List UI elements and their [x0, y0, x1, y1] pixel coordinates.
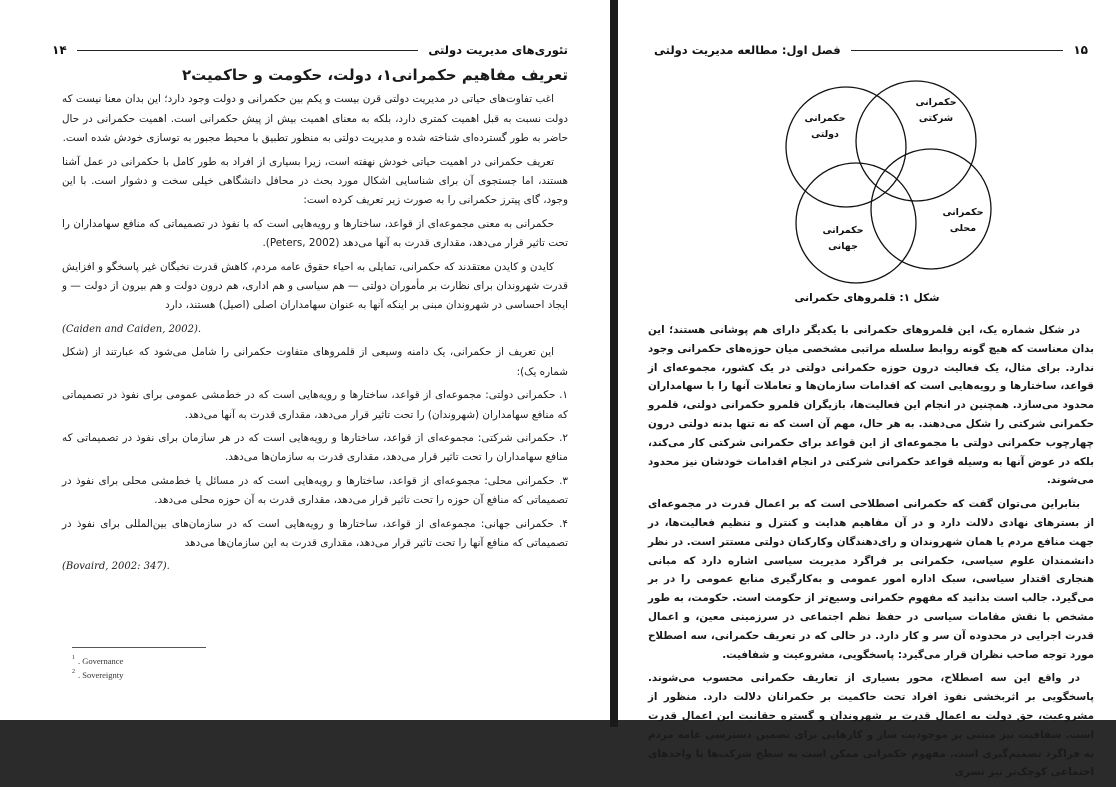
footnote-number: 2 [72, 669, 75, 675]
left-body [62, 66, 568, 581]
venn-circle-public [786, 87, 906, 207]
footnote-number: 1 [72, 655, 75, 661]
list-item: ۱. حکمرانی دولتی: مجموعه‌ای از قواعد، ساختارها و رویه‌هایی است که در خط‌مشی عمومی برای نفوذ در تصمیماتی که منافع سهامداران (شهروندان) را تحت تاثیر قرار می‌دهد، مقداری قدرت به آنها می‌دهد. [62, 389, 568, 421]
paragraph: تعریف حکمرانی در اهمیت حیاتی خودش نهفته است، زیرا بسیاری از افراد به طور کامل با حکمرانی در عمل آشنا هستند، اما جستجوی آن برای شناسایی اشکال مورد بحث در محافل دانشگاهی خیلی سخت و دشوار است. با این وجود، گای پیترز حکمرانی را به صورت زیر تعریف کرده است: [62, 155, 568, 207]
citation: (Bovaird, 2002: 347). [62, 561, 170, 573]
left-page-number: ۱۴ [52, 43, 67, 57]
page-gutter [610, 0, 618, 727]
paragraph: حکمرانی به معنی مجموعه‌ای از قواعد، ساختارها و رویه‌هایی است که با نفوذ در تصمیماتی که منافع سهامداران را تحت تاثیر قرار می‌دهد، مقداری قدرت به آنها می‌دهد (Peters, 2002). [62, 217, 568, 250]
paragraph: بنابراین می‌توان گفت که حکمرانی اصطلاحی است که بر اعمال قدرت در مجموعه‌ای از بسترهای نهادی دلالت دارد و در آن مفاهیم هدایت و کنترل و تنظیم فعالیت‌ها، در جهت منافع مردم یا همان شهروندان و رای‌دهندگان وکارکنان دولتی مستتر است. در نظر دانشمندان علوم سیاسی، حکمرانی بر فراگرد مدیریت سیاسی اشاره دارد که مبانی هنجاری اقتدار سیاسی، سبک اداره امور عمومی و به‌کارگیری منابع عمومی را در بر می‌گیرد. جالب است بدانید که مفهوم حکمرانی وسیع‌تر از حکومت است. حکومت، به طور مشخص با نقش مقامات سیاسی در حفظ نظم اجتماعی در سرزمینی معین، و اعمال قدرت اجرایی در محدوده آن سر و کار دارد. در حالی که در تعریف حکمرانی، سه اصطلاح مورد توجه صاحب نظران قرار می‌گیرد: پاسخگویی، مشروعیت و شفافیت. [648, 498, 1094, 661]
list-item: ۳. حکمرانی محلی: مجموعه‌ای از قواعد، ساختارها و رویه‌هایی است که در مسائل یا خط‌مشی محلی برای نفوذ در تصمیماتی که منافع آن حوزه را تحت تاثیر قرار می‌دهد، مقداری قدرت به آن حوزه محلی می‌دهد. [62, 474, 568, 507]
left-running-header: تئوری‌های مدیریت دولتی [428, 43, 568, 57]
venn-label-local: حکمرانی محلی [942, 207, 984, 234]
venn-diagram [766, 75, 996, 297]
right-header [654, 40, 1088, 60]
right-running-header: فصل اول: مطالعه مدیریت دولتی [654, 43, 841, 57]
citation: (Caiden and Caiden, 2002). [62, 323, 202, 335]
section-title: تعریف مفاهیم حکمرانی۱، دولت، حکومت و حاکمیت۲ [181, 66, 568, 84]
list-item: ۲. حکمرانی شرکتی: مجموعه‌ای از قواعد، ساختارها و رویه‌هایی است که در هر سازمان برای نفوذ در تصمیماتی که منافع سهامداران را تحت تاثیر قرار می‌دهد، مقداری قدرت به سازمان‌ها می‌دهد. [62, 431, 568, 464]
venn-circles [766, 75, 996, 297]
footnote-text: . Governance [78, 656, 124, 666]
left-header [52, 40, 568, 60]
footnote-rule [72, 647, 206, 648]
list-item: ۴. حکمرانی جهانی: مجموعه‌ای از قواعد، ساختارها و رویه‌هایی است که در سازمان‌های بین‌المللی برای نفوذ در تصمیماتی که منافع آنها را تحت تاثیر قرار می‌دهد، مقداری قدرت به این سازمان‌ها می‌دهد [62, 517, 568, 549]
footnotes [72, 654, 123, 682]
paragraph: این تعریف از حکمرانی، یک دامنه وسیعی از قلمروهای متفاوت حکمرانی را شامل می‌شود که عبارتند از (شکل شماره یک): [62, 346, 568, 378]
paragraph: در شکل شماره یک، این قلمروهای حکمرانی با یکدیگر دارای هم پوشانی هستند؛ این بدان معناست که هیچ گونه روابط سلسله مراتبی مشخصی میان حوزه‌های حکمرانی وجود ندارد. برای مثال، یک فعالیت درون حوزه حکمرانی دولتی در یک کشور، مجموعه‌ای از قواعد، ساختارها و رویه‌هایی است که اقدامات سازمان‌ها و تعاملات آنها را با سهامداران محدود می‌سازد. همچنین در انجام این فعالیت‌ها، بازیگران قلمرو حکمرانی دولتی، قلمرو حکمرانی شرکتی را شکل می‌دهند. به هر حال، مهم آن است که نه تنها بدنه دولتی درون چهارچوب حکمرانی دولتی با مجموعه‌ای از این قواعد برای حکمرانی شرکتی کار می‌کند، بلکه در عوض آنها به وسیله قواعد حکمرانی شرکتی در انجام اقدامات خودشان نیز محدود می‌شوند. [648, 324, 1094, 487]
paragraph: کایدن و کایدن معتقدند که حکمرانی، تمایلی به احیاء حقوق عامه مردم، کاهش قدرت نخبگان غیر پاسخگو و افزایش قدرت شهروندان برای نظارت بر مأموران دولتی — هم سیاسی و هم اداری، هم درون دولت و هم بیرون از دولت — و ایجاد احساسی در شهروندان مبنی بر اینکه آنها به عنوان سهامداران اصلی (اصیل) هستند، دارد [62, 260, 568, 312]
header-rule [77, 50, 419, 51]
venn-label-corporate: حکمرانی شرکتی [915, 97, 957, 124]
right-body [648, 321, 1094, 787]
footnote-text: . Sovereignty [78, 670, 124, 680]
venn-label-public: حکمرانی دولتی [804, 113, 846, 140]
footnote [72, 668, 123, 682]
paragraph: در واقع این سه اصطلاح، محور بسیاری از تعاریف حکمرانی محسوب می‌شوند. پاسخگویی بر اثربخشی نفوذ افراد تحت حاکمیت بر حکمرانان دلالت دارد. منظور از مشروعیت، حق دولت به اعمال قدرت بر شهروندان و گستره حقانیت این اعمال قدرت است. شفافیت نیز مبتنی بر موجودیت ساز و کارهایی برای تضمین دسترسی عامه مردم به فراگرد تصمیم‌گیری است. مفهوم حکمرانی ممکن است به سطح شرکت‌ها یا واحدهای اجتماعی کوچک‌تر نیز تسری [648, 672, 1094, 779]
header-rule [851, 50, 1064, 51]
figure-caption: شکل ۱: قلمروهای حکمرانی [794, 292, 940, 304]
venn-label-global: حکمرانی جهانی [822, 225, 864, 252]
footnote [72, 654, 123, 668]
paragraph: اغب تفاوت‌های حیاتی در مدیریت دولتی قرن بیست و یکم بین حکمرانی و دولت وجود دارد؛ این بدان معنا نیست که دولت نسبت به قبل اهمیت کمتری دارد، بلکه به معنای اهمیت بیش از پیش حکمرانی است. اهمیت حکمرانی در حال حاضر به طور گسترده‌ای شناخته شده و مدیریت دولتی به منظور تطبیق با محیط مجبور به توسازی خودش شده است. [62, 93, 568, 145]
right-page [618, 0, 1116, 779]
right-page-number: ۱۵ [1073, 43, 1088, 57]
